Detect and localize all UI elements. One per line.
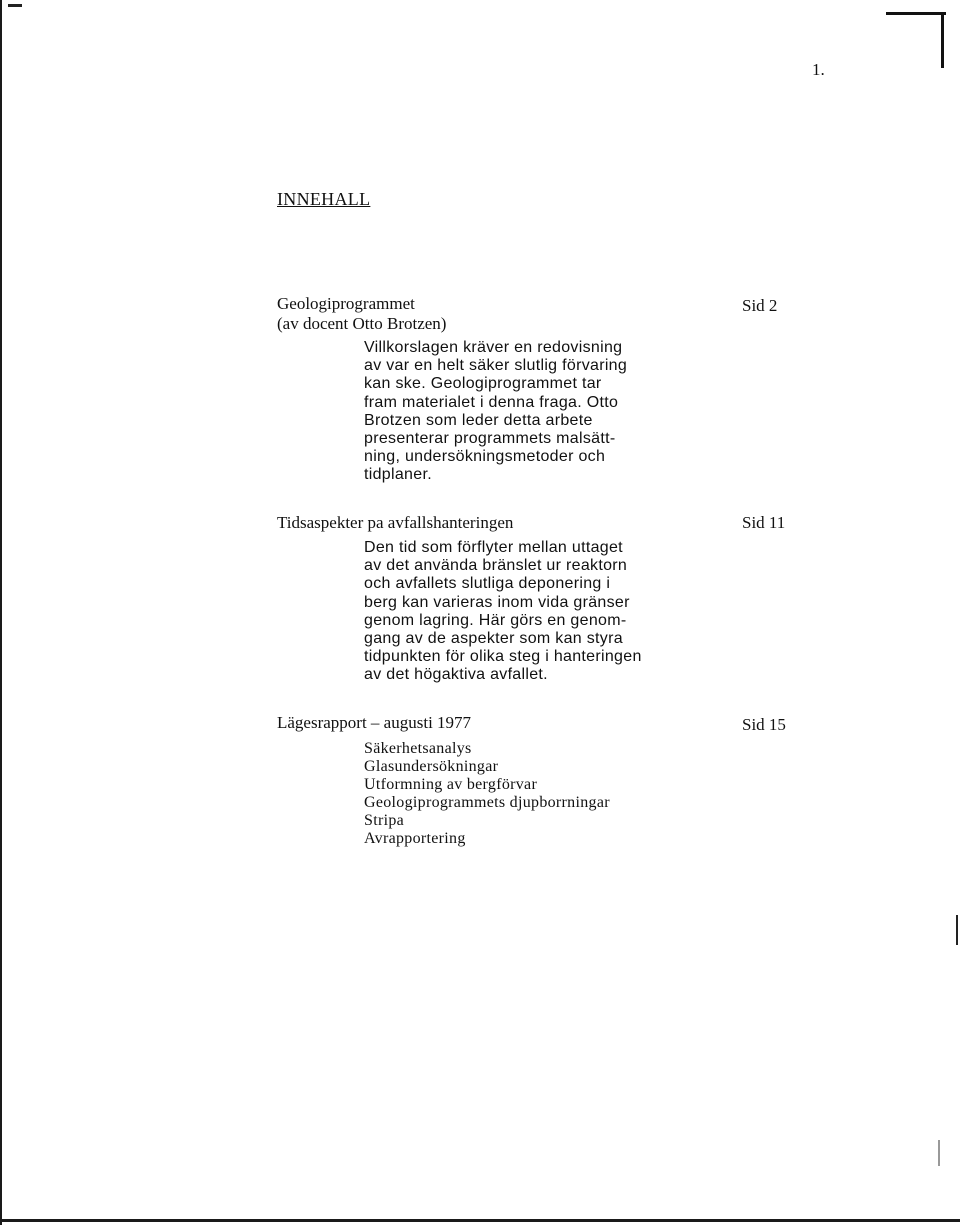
entry-1-page-ref: Sid 2 [742, 296, 778, 315]
crop-mark-horizontal [886, 12, 946, 15]
crop-mark-top-left [8, 4, 22, 7]
scan-speck [938, 1140, 940, 1166]
page-title: INNEHALL [277, 189, 371, 209]
entry-1-description: Villkorslagen kräver en redovisning av var en helt säker slutlig förvaring kan ske. Geologiprogrammet tar fram materialet i denna fraga. Otto Brotzen som leder detta arbete presenterar programmets malsätt- ning, undersökningsmetoder och tidplaner. [364, 339, 628, 484]
entry-2-description: Den tid som förflyter mellan uttaget av det använda bränslet ur reaktorn och avfallets slutliga deponering i berg kan varieras inom vida gränser genom lagring. Här görs en genom- gang av de aspekter som kan styra tidpunkten för olika steg i hanteringen av det högaktiva avfallet. [364, 539, 642, 684]
entry-2-title: Tidsaspekter pa avfallshanteringen [277, 513, 514, 532]
list-item: Glasundersökningar [364, 758, 499, 775]
scan-speck [956, 915, 958, 945]
list-item: Geologiprogrammets djupborrningar [364, 794, 610, 811]
scan-edge-left [0, 0, 2, 1225]
crop-mark-vertical [941, 12, 944, 68]
entry-3-item-list [364, 740, 724, 848]
entry-1-subtitle: (av docent Otto Brotzen) [277, 314, 447, 333]
list-item: Säkerhetsanalys [364, 740, 472, 757]
entry-2-page-ref: Sid 11 [742, 513, 786, 532]
list-item: Avrapportering [364, 830, 466, 847]
scan-edge-bottom [0, 1219, 960, 1222]
list-item: Stripa [364, 812, 405, 829]
entry-3-title: Lägesrapport – augusti 1977 [277, 713, 472, 732]
page-number: 1. [812, 60, 825, 79]
entry-1-title: Geologiprogrammet [277, 294, 415, 313]
entry-3-page-ref: Sid 15 [742, 715, 786, 734]
list-item: Utformning av bergförvar [364, 776, 538, 793]
